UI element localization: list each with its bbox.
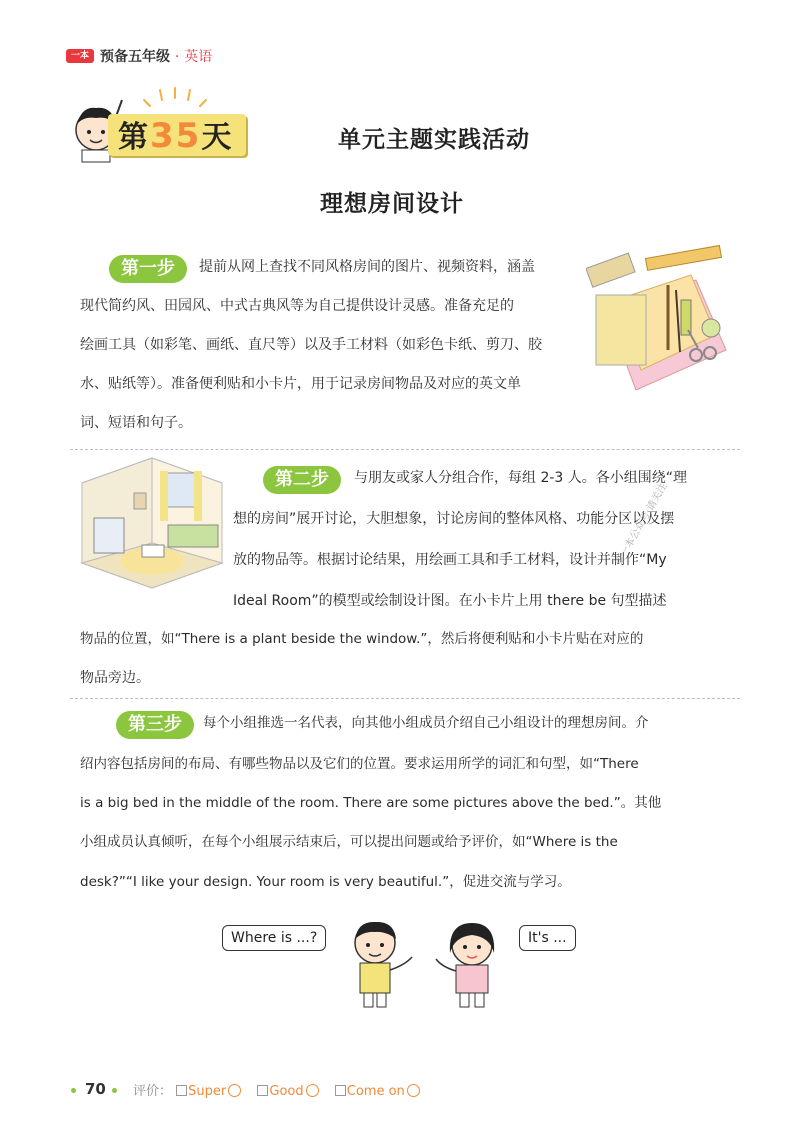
super-checkbox[interactable]	[176, 1085, 187, 1096]
step-3-line-3: is a big bed in the middle of the room. There are some pictures above the bed.”。其他	[80, 795, 662, 811]
craft-supplies-illustration	[586, 240, 736, 400]
rating-good: Good	[269, 1084, 304, 1099]
page-subtitle: 理想房间设计	[320, 191, 464, 217]
step-2-label: 第二步	[263, 466, 341, 494]
boy-illustration	[340, 915, 420, 1010]
step-2-line-2: 想的房间”展开讨论，大胆想象，讨论房间的整体风格、功能分区以及摆	[233, 511, 675, 527]
footer-dot-left	[71, 1088, 76, 1093]
good-checkbox[interactable]	[257, 1085, 268, 1096]
header-separator: ·	[174, 49, 180, 65]
subject-label: 英语	[184, 49, 213, 65]
step-3-label: 第三步	[116, 711, 194, 739]
step-2-line-3: 放的物品等。根据讨论结果，用绘画工具和手工材料，设计并制作“My	[233, 552, 667, 568]
step-3-line-2: 绍内容包括房间的布局、有哪些物品以及它们的位置。要求运用所学的词汇和句型，如“There	[80, 756, 639, 772]
page-title: 单元主题实践活动	[338, 127, 530, 153]
boy-speech-bubble: Where is ...?	[222, 925, 326, 951]
face-come-on-icon	[407, 1084, 420, 1097]
step-1-line-4: 水、贴纸等）。准备便利贴和小卡片，用于记录房间物品及对应的英文单	[80, 376, 521, 392]
step-1-badge	[109, 255, 187, 283]
day-label	[118, 112, 233, 156]
step-2-line-4: Ideal Room”的模型或绘制设计图。在小卡片上用 there be 句型描述	[233, 593, 667, 609]
watermark-stamp: 第一本公众号 请关注	[613, 481, 670, 568]
day-number: 35	[150, 116, 202, 156]
step-1-line-2: 现代简约风、田园风、中式古典风等为自己提供设计灵感。准备充足的	[80, 298, 514, 314]
rating-super: Super	[188, 1084, 227, 1099]
sun-rays-icon	[140, 86, 210, 110]
section-divider-1	[70, 449, 740, 450]
footer-dot-right	[112, 1088, 117, 1093]
come-on-checkbox[interactable]	[335, 1085, 346, 1096]
brand-logo: 一本	[66, 49, 94, 63]
day-prefix: 第	[118, 120, 150, 155]
step-1-line-1: 提前从网上查找不同风格房间的图片、视频资料，涵盖	[199, 259, 535, 275]
room-illustration	[72, 453, 232, 593]
rating-label: 评价：	[133, 1084, 173, 1099]
step-1-line-5: 词、短语和句子。	[80, 415, 192, 431]
rating-come-on: Come on	[346, 1084, 405, 1099]
rating-row	[133, 1080, 432, 1099]
step-3-line-4: 小组成员认真倾听，在每个小组展示结束后，可以提出问题或给予评价，如“Where is the	[80, 834, 618, 850]
step-3-line-5: desk?”“I like your design. Your room is very beautiful.”，促进交流与学习。	[80, 874, 571, 890]
step-1-line-3: 绘画工具（如彩笔、画纸、直尺等）以及手工材料（如彩色卡纸、剪刀、胶	[80, 337, 542, 353]
step-2-line-1: 与朋友或家人分组合作，每组 2-3 人。各小组围绕“理	[354, 470, 688, 486]
step-1-label: 第一步	[109, 255, 187, 283]
book-title: 预备五年级	[100, 49, 170, 65]
step-2-line-6: 物品旁边。	[80, 670, 150, 686]
section-divider-2	[70, 698, 740, 699]
day-suffix: 天	[201, 120, 234, 155]
step-3-badge	[116, 711, 194, 739]
book-header	[100, 46, 212, 66]
face-good-icon	[306, 1084, 319, 1097]
face-super-icon	[228, 1084, 241, 1097]
girl-illustration	[430, 915, 510, 1010]
step-3-line-1: 每个小组推选一名代表，向其他小组成员介绍自己小组设计的理想房间。介	[203, 715, 649, 731]
step-2-line-5: 物品的位置，如“There is a plant beside the window.”，然后将便利贴和小卡片贴在对应的	[80, 631, 644, 647]
page-number: 70	[85, 1080, 106, 1098]
step-2-badge	[263, 466, 341, 494]
girl-speech-bubble: It's ...	[519, 925, 576, 951]
